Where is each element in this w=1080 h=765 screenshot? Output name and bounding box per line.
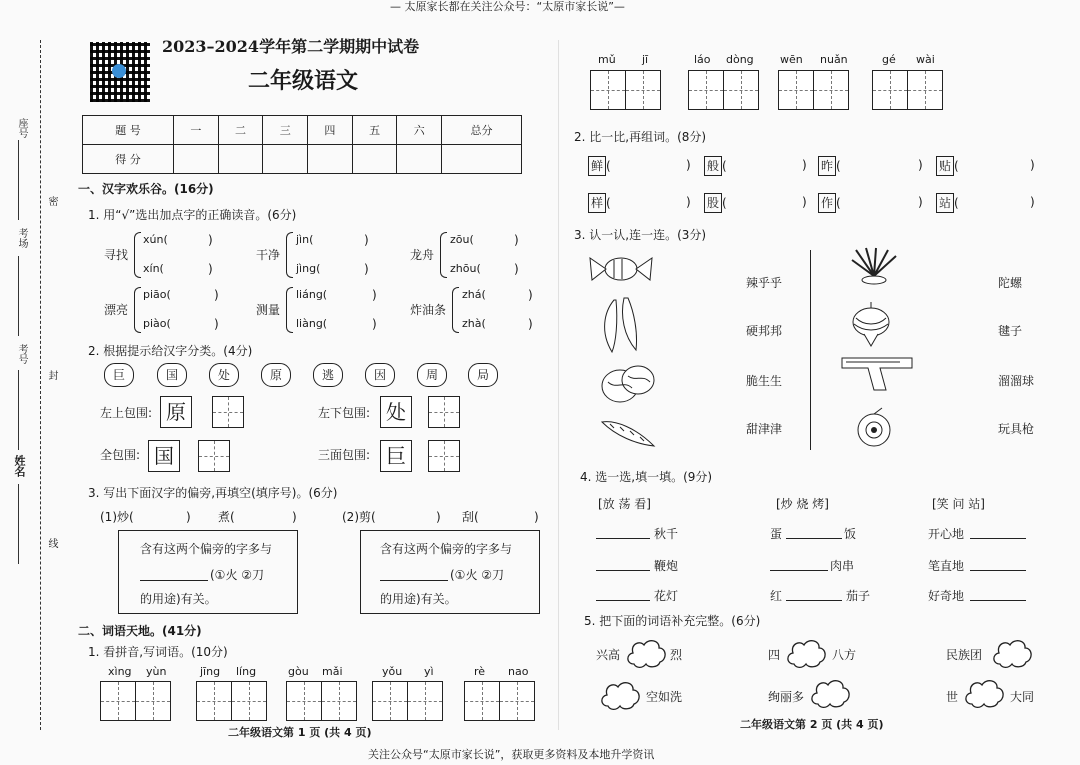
paren: ): [372, 317, 377, 331]
paren-close: ): [686, 195, 691, 209]
idiom-pre: 民族团: [946, 648, 983, 662]
compare-item: 鲜 (: [588, 156, 611, 176]
fill-word: 开心地: [928, 527, 965, 541]
writing-grid[interactable]: [688, 70, 759, 110]
room-label: 考场: [16, 228, 27, 248]
q3-right-3: 刮(: [462, 510, 479, 524]
part2-title: 二、词语天地。(41分): [78, 624, 202, 638]
score-header-cell: 二: [218, 116, 263, 145]
right-word[interactable]: 陀螺: [998, 276, 1023, 290]
fill-blank[interactable]: [970, 538, 1026, 539]
fill-word: 花灯: [654, 589, 679, 603]
cloud-blank-icon[interactable]: [808, 676, 852, 710]
pinyin: wài: [916, 53, 935, 66]
cat-answer[interactable]: 原: [160, 396, 192, 428]
part2-q4-title: 4. 选一选,填一填。(9分): [580, 470, 713, 484]
seat-line: [18, 140, 19, 220]
page-footer-left: 二年级语文第 1 页 (共 4 页): [228, 726, 372, 739]
q3-title: 3. 写出下面汉字的偏旁,再填空(填序号)。(6分): [88, 486, 338, 500]
option[interactable]: xún(: [143, 233, 168, 246]
part2-q2-title: 2. 比一比,再组词。(8分): [574, 130, 707, 144]
q3-right-2: ): [436, 510, 441, 524]
item-word: 干净: [256, 248, 281, 262]
brace: [134, 287, 141, 333]
q3-left-2: ): [186, 510, 191, 524]
fill-blank[interactable]: [596, 600, 650, 601]
top-icon[interactable]: [846, 298, 896, 348]
right-word[interactable]: 玩具枪: [998, 422, 1035, 436]
paren-close: ): [686, 158, 691, 172]
box-left-blank[interactable]: [140, 580, 208, 581]
box-right-line1: 含有这两个偏旁的字多与: [380, 542, 513, 556]
fill-blank[interactable]: [970, 600, 1026, 601]
score-cell[interactable]: [218, 145, 263, 174]
char-box: 般: [704, 156, 722, 176]
q1-title: 1. 用“√”选出加点字的正确读音。(6分): [88, 208, 297, 222]
option[interactable]: xín(: [143, 262, 164, 275]
compare-item: 昨 (: [818, 156, 841, 176]
option[interactable]: liàng(: [296, 317, 328, 330]
cloud-blank-icon[interactable]: [624, 636, 668, 670]
compare-item: 站 (: [936, 193, 959, 213]
walnut-icon[interactable]: [598, 362, 658, 406]
q3-left-4: ): [292, 510, 297, 524]
brace: [452, 287, 459, 333]
fill-blank[interactable]: [596, 570, 650, 571]
option[interactable]: zhà(: [462, 317, 486, 330]
choice-group: [放 荡 看]: [598, 497, 651, 511]
box-right-blank[interactable]: [380, 580, 448, 581]
cat-answer[interactable]: 处: [380, 396, 412, 428]
part2-q3-title: 3. 认一认,连一连。(3分): [574, 228, 707, 242]
idiom-pre: 绚丽多: [768, 690, 805, 704]
pinyin: xìng: [108, 665, 132, 678]
char-box: 样: [588, 193, 606, 213]
pinyin: yǒu: [382, 665, 403, 678]
pinyin: dòng: [726, 53, 754, 66]
option[interactable]: piào(: [143, 317, 171, 330]
char-token[interactable]: 巨: [104, 363, 134, 387]
cat-answer[interactable]: 国: [148, 440, 180, 472]
cat-answer-blank[interactable]: [212, 396, 244, 428]
name-label: 姓名: [13, 455, 26, 477]
writing-grid[interactable]: [590, 70, 661, 110]
char-box: 昨: [818, 156, 836, 176]
option[interactable]: zhōu(: [450, 262, 481, 275]
cloud-blank-icon[interactable]: [962, 676, 1006, 710]
pinyin: jī: [642, 53, 649, 66]
writing-grid[interactable]: [100, 681, 171, 721]
brace: [286, 287, 293, 333]
char-box: 鲜: [588, 156, 606, 176]
writing-grid[interactable]: [286, 681, 357, 721]
pinyin: nuǎn: [820, 53, 848, 66]
item-word: 测量: [256, 303, 281, 317]
pinyin: mǔ: [598, 53, 616, 66]
paren-close: ): [1030, 195, 1035, 209]
pinyin: líng: [236, 665, 257, 678]
page-divider: [558, 40, 559, 730]
item-word: 寻找: [104, 248, 129, 262]
fill-word: 饭: [844, 527, 857, 541]
cat-answer-blank[interactable]: [428, 396, 460, 428]
room-line: [18, 256, 19, 336]
item-word: 龙舟: [410, 248, 435, 262]
char-token[interactable]: 逃: [313, 363, 343, 387]
num-line: [18, 370, 19, 450]
bottom-banner: 关注公众号“太原市家长说”，获取更多资料及本地升学资讯: [368, 748, 655, 761]
compare-item: 作 (: [818, 193, 841, 213]
seal-feng: 封: [46, 370, 57, 380]
idiom-post: 空如洗: [646, 690, 683, 704]
fill-word: 好奇地: [928, 589, 965, 603]
score-header-cell: 三: [263, 116, 308, 145]
cat-answer-blank[interactable]: [428, 440, 460, 472]
fill-word: 蛋: [770, 527, 783, 541]
idiom-pre: 四: [768, 648, 781, 662]
char-token[interactable]: 局: [468, 363, 498, 387]
score-cell[interactable]: [263, 145, 308, 174]
paren: ): [208, 233, 213, 247]
item-word: 漂亮: [104, 303, 129, 317]
compare-item: 股 (: [704, 193, 727, 213]
cloud-blank-icon[interactable]: [784, 636, 828, 670]
score-cell[interactable]: [352, 145, 397, 174]
match-divider: [810, 250, 811, 450]
subject-title: 二年级语文: [248, 68, 359, 94]
char-box: 作: [818, 193, 836, 213]
writing-grid[interactable]: [372, 681, 443, 721]
compare-item: 般 (: [704, 156, 727, 176]
seal-mi: 密: [46, 196, 57, 206]
option[interactable]: jìn(: [296, 233, 314, 246]
left-word[interactable]: 脆生生: [746, 374, 783, 388]
writing-grid[interactable]: [196, 681, 267, 721]
seat-label: 座号: [16, 118, 27, 138]
candy-icon[interactable]: [586, 254, 656, 284]
left-word[interactable]: 辣乎乎: [746, 276, 783, 290]
right-word[interactable]: 溜溜球: [998, 374, 1035, 388]
option[interactable]: zōu(: [450, 233, 474, 246]
box-right-opts: (①火 ②刀: [450, 568, 505, 582]
pinyin: nao: [508, 665, 529, 678]
writing-grid[interactable]: [872, 70, 943, 110]
paren: ): [214, 317, 219, 331]
choice-group: [炒 烧 烤]: [776, 497, 829, 511]
fill-blank[interactable]: [786, 600, 842, 601]
idiom-post: 大同: [1010, 690, 1035, 704]
fill-word: 肉串: [830, 559, 855, 573]
char-box: 贴: [936, 156, 954, 176]
score-header-cell: 五: [352, 116, 397, 145]
fill-word: 秋千: [654, 527, 679, 541]
fill-word: 红: [770, 589, 783, 603]
score-cell[interactable]: [308, 145, 353, 174]
cucumber-icon[interactable]: [596, 412, 660, 452]
fill-blank[interactable]: [596, 538, 650, 539]
name-line: [18, 484, 19, 564]
idiom-pre: 世: [946, 690, 959, 704]
score-cell[interactable]: [397, 145, 442, 174]
cat-answer-blank[interactable]: [198, 440, 230, 472]
fill-blank[interactable]: [970, 570, 1026, 571]
fill-blank[interactable]: [770, 570, 828, 571]
idiom-post: 烈: [670, 648, 683, 662]
yoyo-icon[interactable]: [852, 406, 896, 450]
cat-answer[interactable]: 巨: [380, 440, 412, 472]
pinyin: yùn: [146, 665, 167, 678]
cloud-blank-icon[interactable]: [990, 636, 1034, 670]
box-left-opts: (①火 ②刀: [210, 568, 265, 582]
paren-close: ): [802, 158, 807, 172]
score-header-cell: 题 号: [83, 116, 174, 145]
score-cell[interactable]: [173, 145, 218, 174]
cat-label: 左上包围:: [100, 406, 153, 420]
paren: ): [514, 262, 519, 276]
pinyin: rè: [474, 665, 486, 678]
q3-right-1: (2)剪(: [342, 510, 376, 524]
page-footer-right: 二年级语文第 2 页 (共 4 页): [740, 718, 884, 731]
paren: ): [528, 288, 533, 302]
part2-q5-title: 5. 把下面的词语补充完整。(6分): [584, 614, 761, 628]
left-word[interactable]: 硬邦邦: [746, 324, 783, 338]
score-row-label: 得 分: [83, 145, 174, 174]
paren: ): [514, 233, 519, 247]
fill-blank[interactable]: [786, 538, 842, 539]
seal-xian: 线: [46, 538, 57, 548]
score-header-cell: 总分: [442, 116, 522, 145]
pinyin: jīng: [200, 665, 221, 678]
right-word[interactable]: 毽子: [998, 324, 1023, 338]
exam-title: 2023–2024学年第二学期期中试卷: [162, 37, 420, 56]
idiom-pre: 兴高: [596, 648, 621, 662]
paren: ): [364, 233, 369, 247]
fill-word: 鞭炮: [654, 559, 679, 573]
part2-q1-title: 1. 看拼音,写词语。(10分): [88, 645, 228, 659]
writing-grid[interactable]: [778, 70, 849, 110]
pinyin: gé: [882, 53, 896, 66]
pinyin: wēn: [780, 53, 803, 66]
q2-title: 2. 根据提示给汉字分类。(4分): [88, 344, 253, 358]
brace: [440, 232, 447, 278]
q3-right-4: ): [534, 510, 539, 524]
left-word[interactable]: 甜津津: [746, 422, 783, 436]
pinyin: láo: [694, 53, 711, 66]
score-header-cell: 一: [173, 116, 218, 145]
score-cell[interactable]: [442, 145, 522, 174]
box-right-line3: 的用途)有关。: [380, 592, 457, 606]
compare-item: 贴 (: [936, 156, 959, 176]
shuttlecock-icon[interactable]: [846, 246, 902, 286]
paren: ): [364, 262, 369, 276]
box-left-line1: 含有这两个偏旁的字多与: [140, 542, 273, 556]
char-box: 股: [704, 193, 722, 213]
paren-close: ): [918, 158, 923, 172]
char-token[interactable]: 国: [157, 363, 187, 387]
option[interactable]: zhá(: [462, 288, 486, 301]
cat-label: 三面包围:: [318, 448, 371, 462]
char-token[interactable]: 原: [261, 363, 291, 387]
paren-close: ): [802, 195, 807, 209]
part1-title: 一、汉字欢乐谷。(16分): [78, 182, 214, 196]
cat-label: 左下包围:: [318, 406, 371, 420]
q3-left-3: 煮(: [218, 510, 235, 524]
paren-close: ): [918, 195, 923, 209]
fill-word: 茄子: [846, 589, 871, 603]
cat-label: 全包围:: [100, 448, 141, 462]
item-word: 炸油条: [410, 303, 447, 317]
pinyin: yì: [424, 665, 434, 678]
char-token[interactable]: 周: [417, 363, 447, 387]
idiom-post: 八方: [832, 648, 857, 662]
char-token[interactable]: 处: [209, 363, 239, 387]
paren: ): [208, 262, 213, 276]
pinyin: mǎi: [322, 665, 343, 678]
qr-logo-icon: [112, 64, 126, 78]
box-left-line3: 的用途)有关。: [140, 592, 217, 606]
choice-group: [笑 问 站]: [932, 497, 985, 511]
chili-icon[interactable]: [594, 292, 644, 356]
paren: ): [528, 317, 533, 331]
option[interactable]: liáng(: [296, 288, 328, 301]
compare-item: 样 (: [588, 193, 611, 213]
paren: ): [214, 288, 219, 302]
option[interactable]: piāo(: [143, 288, 171, 301]
char-token[interactable]: 因: [365, 363, 395, 387]
score-header-cell: 四: [308, 116, 353, 145]
fill-word: 笔直地: [928, 559, 965, 573]
paren-close: ): [1030, 158, 1035, 172]
score-table: [82, 115, 522, 174]
toy-gun-icon[interactable]: [840, 352, 916, 392]
writing-grid[interactable]: [464, 681, 535, 721]
binding-dash-line: [40, 40, 41, 730]
option[interactable]: jìng(: [296, 262, 321, 275]
brace: [286, 232, 293, 278]
score-header-cell: 六: [397, 116, 442, 145]
cloud-blank-icon[interactable]: [598, 678, 642, 712]
top-banner: — 太原家长都在关注公众号：“太原市家长说”—: [390, 0, 625, 13]
q3-left-1: (1)炒(: [100, 510, 134, 524]
brace: [134, 232, 141, 278]
char-box: 站: [936, 193, 954, 213]
pinyin: gòu: [288, 665, 309, 678]
exam-number-label: 考号: [16, 344, 27, 364]
paren: ): [372, 288, 377, 302]
